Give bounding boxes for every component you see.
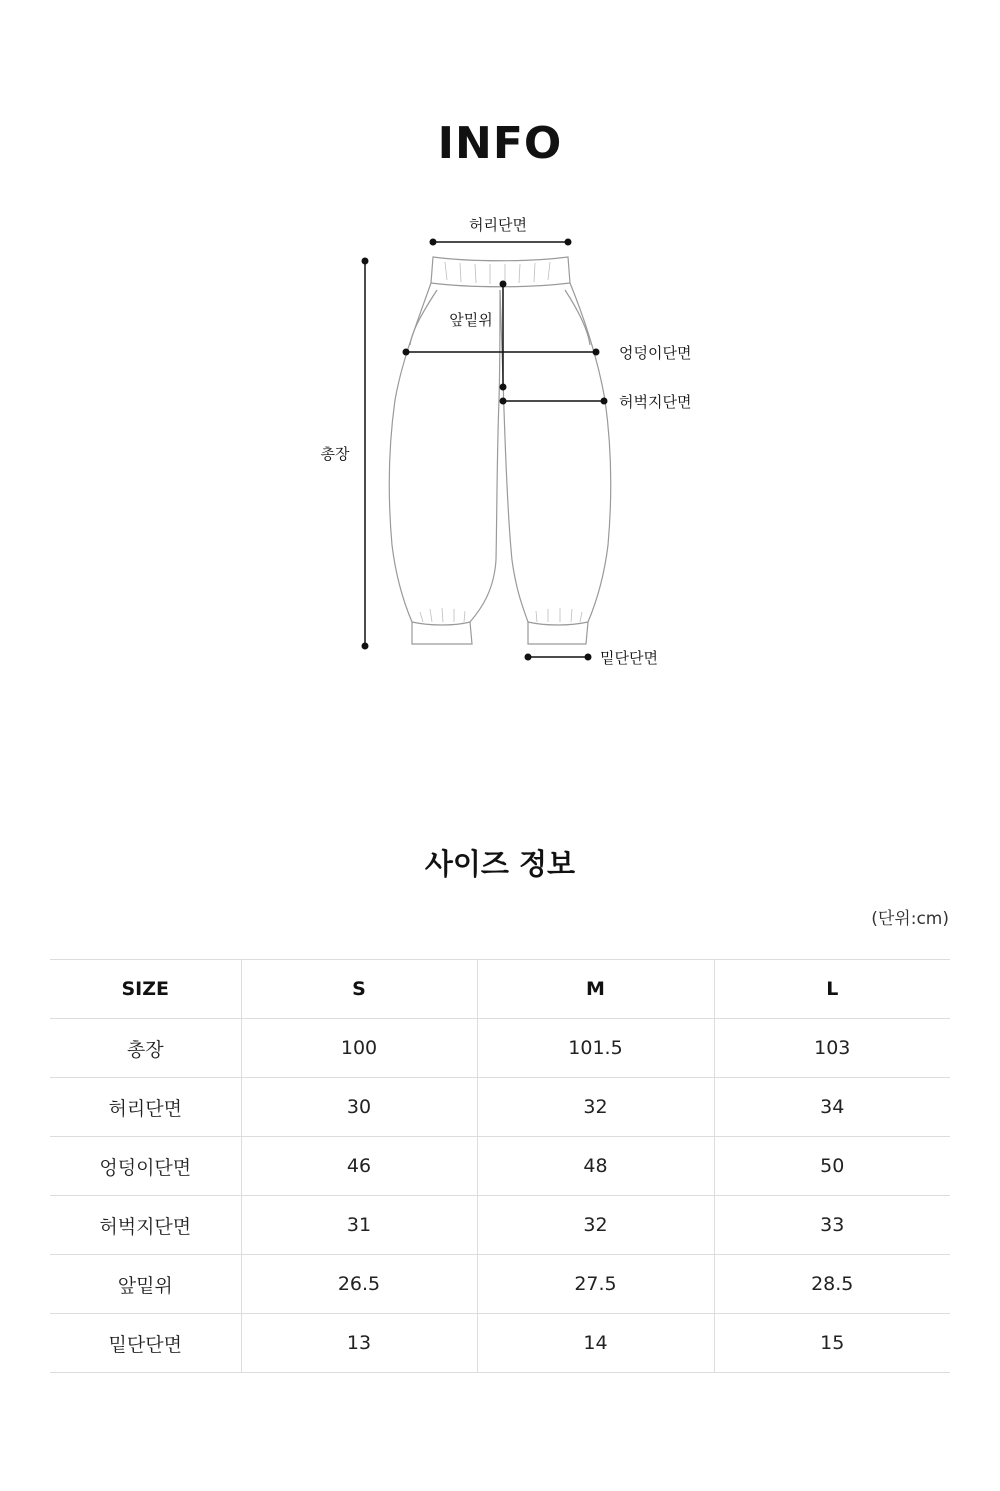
cell-value: 101.5 — [477, 1019, 714, 1078]
pants-measurement-diagram — [0, 0, 1000, 720]
label-front-rise: 앞밑위 — [449, 311, 493, 329]
table-row — [50, 1078, 950, 1137]
label-hip: 엉덩이단면 — [619, 344, 692, 362]
column-header-size: SIZE — [50, 960, 241, 1019]
cell-value: 30 — [241, 1078, 477, 1137]
cell-value: 31 — [241, 1196, 477, 1255]
table-row — [50, 1019, 950, 1078]
size-table — [50, 959, 950, 1373]
row-label: 앞밑위 — [50, 1255, 241, 1314]
row-label: 엉덩이단면 — [50, 1137, 241, 1196]
label-hem: 밑단단면 — [600, 649, 658, 667]
size-info-title: 사이즈 정보 — [424, 847, 576, 881]
label-thigh: 허벅지단면 — [619, 393, 692, 411]
row-label: 허벅지단면 — [50, 1196, 241, 1255]
cell-value: 32 — [477, 1196, 714, 1255]
column-header-s: S — [241, 960, 477, 1019]
cell-value: 14 — [477, 1314, 714, 1373]
label-waist: 허리단면 — [469, 216, 527, 234]
column-header-l: L — [714, 960, 950, 1019]
table-header-row — [50, 960, 950, 1019]
cell-value: 34 — [714, 1078, 950, 1137]
label-total-length: 총장 — [320, 445, 350, 463]
table-row — [50, 1314, 950, 1373]
column-header-m: M — [477, 960, 714, 1019]
cell-value: 13 — [241, 1314, 477, 1373]
cell-value: 50 — [714, 1137, 950, 1196]
info-title: INFO — [437, 118, 563, 169]
cell-value: 26.5 — [241, 1255, 477, 1314]
cell-value: 100 — [241, 1019, 477, 1078]
cell-value: 32 — [477, 1078, 714, 1137]
cell-value: 28.5 — [714, 1255, 950, 1314]
cell-value: 48 — [477, 1137, 714, 1196]
row-label: 허리단면 — [50, 1078, 241, 1137]
pants-illustration — [389, 257, 610, 644]
row-label: 밑단단면 — [50, 1314, 241, 1373]
measurement-lines — [362, 239, 608, 661]
row-label: 총장 — [50, 1019, 241, 1078]
unit-note: (단위:cm) — [871, 909, 949, 929]
cell-value: 27.5 — [477, 1255, 714, 1314]
cell-value: 15 — [714, 1314, 950, 1373]
cell-value: 103 — [714, 1019, 950, 1078]
cell-value: 46 — [241, 1137, 477, 1196]
cell-value: 33 — [714, 1196, 950, 1255]
table-row — [50, 1137, 950, 1196]
table-row — [50, 1255, 950, 1314]
table-row — [50, 1196, 950, 1255]
